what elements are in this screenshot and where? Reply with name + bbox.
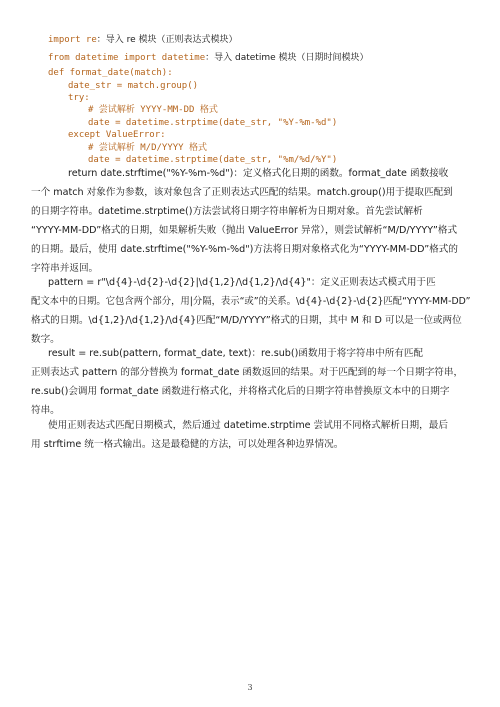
code-line xyxy=(68,129,166,141)
paragraph-line: 数字。 xyxy=(31,334,60,345)
code-description: ：导入 re 模块（正则表达式模块） xyxy=(96,35,238,45)
code-line xyxy=(88,104,218,116)
paragraph-line: 字符串并返回。 xyxy=(31,263,99,274)
code-line xyxy=(48,34,238,46)
code-line xyxy=(88,142,207,154)
paragraph-line: 一个 match 对象作为参数，该对象包含了正则表达式匹配的结果。match.group()用于提取匹配到 xyxy=(31,187,453,198)
paragraph-line: return date.strftime("%Y-%m-%d")：定义格式化日期的函数。format_date 函数接收 xyxy=(68,168,449,179)
code-text: date_str = match.group() xyxy=(68,81,199,91)
paragraph-line: 符串。 xyxy=(31,405,60,416)
paragraph-line: 使用正则表达式匹配日期模式，然后通过 datetime.strptime 尝试用不同格式解析日期，最后 xyxy=(48,420,448,431)
paragraph-line: 正则表达式 pattern 的部分替换为 format_date 函数返回的结果。对于匹配到的每一个日期字符串， xyxy=(31,367,464,378)
paragraph-line: re.sub()会调用 format_date 函数进行格式化，并将格式化后的日期字符串替换原文本中的日期字 xyxy=(31,386,450,397)
code-text: date = datetime.strptime(date_str, "%Y-%m-%d") xyxy=(88,118,338,128)
paragraph-line: result = re.sub(pattern, format_date, text)：re.sub()函数用于将字符串中所有匹配 xyxy=(48,348,424,359)
code-text: except ValueError: xyxy=(68,130,166,140)
code-description: ：导入 datetime 模块（日期时间模块） xyxy=(205,53,369,63)
paragraph-line: “YYYY-MM-DD”格式的日期，如果解析失败（抛出 ValueError 异常），则尝试解析“M/D/YYYY”格式 xyxy=(31,225,458,236)
code-line xyxy=(88,117,337,129)
paragraph-line: 的日期。最后，使用 date.strftime("%Y-%m-%d")方法将日期对象格式化为“YYYY-MM-DD”格式的 xyxy=(31,244,458,255)
code-line xyxy=(68,80,198,92)
code-comment: # 尝试解析 M/D/YYYY 格式 xyxy=(88,143,208,153)
paragraph-line: 格式的日期。\d{1,2}/\d{1,2}/\d{4}匹配“M/D/YYYY”格式的日期，其中 M 和 D 可以是一位或两位 xyxy=(31,315,462,326)
code-text: import re xyxy=(48,35,97,45)
code-text: def format_date(match): xyxy=(48,68,173,78)
paragraph-line: 用 strftime 统一格式输出。这是最稳健的方法，可以处理各种边界情况。 xyxy=(31,439,344,450)
code-line xyxy=(48,52,369,64)
code-text: try: xyxy=(68,93,90,103)
page-number: 3 xyxy=(247,683,253,692)
code-text: from datetime import datetime xyxy=(48,53,206,63)
code-text: date = datetime.strptime(date_str, "%m/%d/%Y") xyxy=(88,155,338,165)
code-line xyxy=(88,154,337,166)
code-line xyxy=(68,92,90,104)
code-comment: # 尝试解析 YYYY-MM-DD 格式 xyxy=(88,105,218,115)
code-line xyxy=(48,67,173,79)
paragraph-line: pattern = r"\d{4}-\d{2}-\d{2}|\d{1,2}/\d{1,2}/\d{4}"：定义正则表达式模式用于匹 xyxy=(48,277,436,288)
paragraph-line: 配文本中的日期。它包含两个部分，用|分隔，表示“或”的关系。\d{4}-\d{2}-\d{2}匹配“YYYY-MM-DD” xyxy=(31,296,471,307)
paragraph-line: 的日期字符串。datetime.strptime()方法尝试将日期字符串解析为日期对象。首先尝试解析 xyxy=(31,206,423,217)
